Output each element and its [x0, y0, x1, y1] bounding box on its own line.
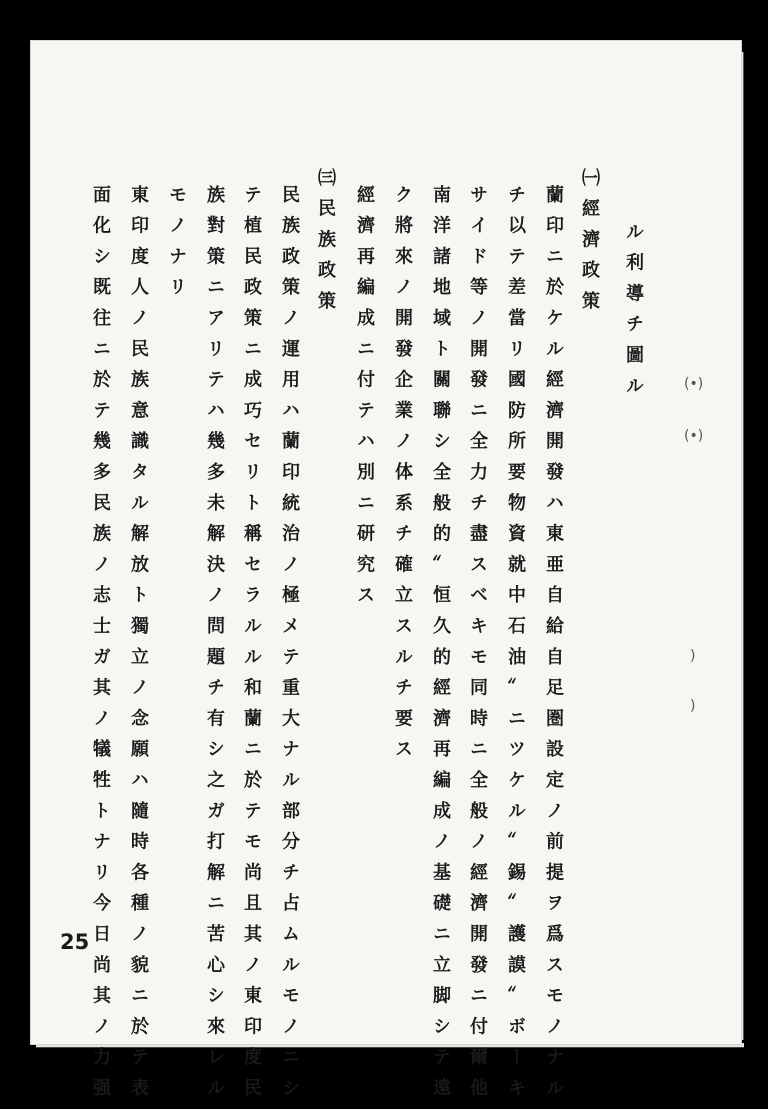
text-column: ル利導チ圖ル [623, 222, 644, 407]
section-heading-economic-policy: ㈠經濟政策 [579, 168, 600, 322]
text-column: チ以テ差當リ國防所要物資就中石油〟ニツケル〟錫〟護謨〟ボーキ [505, 185, 526, 1109]
page-number: 25 [60, 930, 90, 954]
text-column: 面化シ既往ニ於テ幾多民族ノ志士ガ其ノ犠牲トナリ今日尚其ノ力强 [90, 185, 111, 1109]
margin-mark: (•) [684, 428, 704, 444]
text-column: テ植民政策ニ成巧セリト稱セラルル和蘭ニ於テモ尚且其ノ東印度民 [241, 185, 262, 1109]
text-column: 東印度人ノ民族意識タル解放ト獨立ノ念願ハ隨時各種ノ貌ニ於テ表 [128, 185, 149, 1109]
text-column: ク將來ノ開發企業ノ体系チ確立スルチ要ス [392, 185, 413, 771]
text-column: 民族政策ノ運用ハ蘭印統治ノ極メテ重大ナル部分チ占ムルモノニシ [279, 185, 300, 1109]
text-column: 南洋諸地域ト關聯シ全般的〟恒久的經濟再編成ノ基礎ニ立脚シテ遠 [430, 185, 451, 1109]
text-column: 族對策ニアリテハ幾多未解決ノ問題チ有シ之ガ打解ニ苦心シ來レル [204, 185, 225, 1109]
text-column: 蘭印ニ於ケル經濟開發ハ東亜自給自足圏設定ノ前提ヲ爲スモノナル [543, 185, 564, 1109]
text-column: モノナリ [166, 185, 187, 309]
text-column: サイド等ノ開發ニ全力チ盡スベキモ同時ニ全般ノ經濟開發ニ付爾他 [467, 185, 488, 1109]
margin-mark: (•) [684, 376, 704, 392]
section-heading-ethnic-policy: ㈢民族政策 [315, 168, 336, 322]
margin-mark: ) [690, 698, 696, 714]
text-column: 經濟再編成ニ付テハ別ニ研究ス [354, 185, 375, 617]
margin-mark: ) [690, 648, 696, 664]
